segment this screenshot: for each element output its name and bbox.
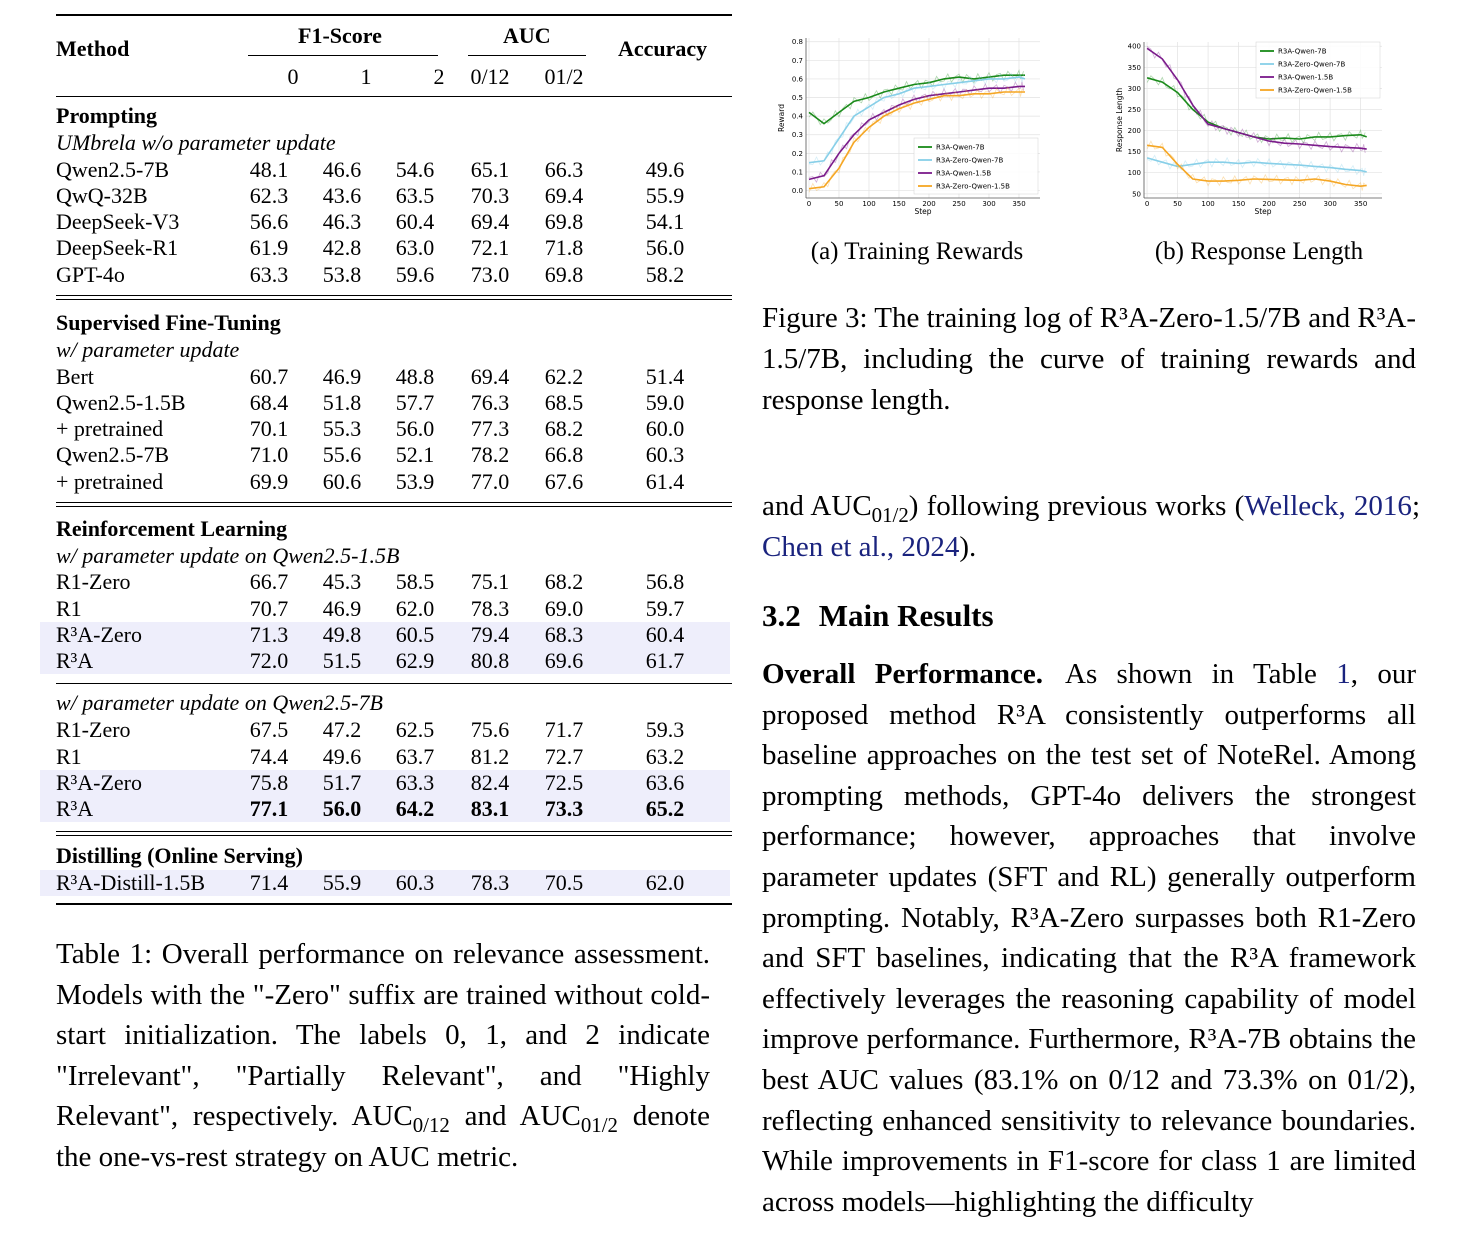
row-accuracy: 63.2 — [645, 744, 685, 769]
y-tick-label: 400 — [1127, 42, 1141, 51]
table-row-best — [40, 796, 730, 822]
text: ; — [1411, 490, 1420, 522]
row-f1-0: 70.1 — [249, 416, 289, 441]
row-auc-01-2: 71.8 — [544, 235, 584, 260]
table-row — [40, 157, 730, 183]
row-f1-0: 67.5 — [249, 717, 289, 742]
row-auc-0-12: 69.4 — [470, 209, 510, 234]
y-tick-label: 50 — [1132, 190, 1141, 199]
header-auc-group: AUC — [503, 23, 551, 48]
header-bottom-rule — [56, 96, 732, 97]
row-f1-2: 62.9 — [395, 648, 435, 673]
x-tick-label: 350 — [1353, 200, 1368, 208]
row-auc-01-2: 69.8 — [544, 209, 584, 234]
row-accuracy: 56.0 — [645, 235, 685, 260]
x-tick-label: 50 — [834, 200, 844, 208]
section-double-rule-bottom — [56, 299, 732, 300]
y-tick-label: 100 — [1127, 169, 1141, 178]
row-f1-1: 42.8 — [322, 235, 362, 260]
table-caption-sub: 0/12 — [412, 1113, 450, 1138]
legend-label: R3A-Zero-Qwen-7B — [936, 156, 1004, 165]
row-f1-1: 51.5 — [322, 648, 362, 673]
row-auc-01-2: 69.0 — [544, 596, 584, 621]
row-f1-0: 71.4 — [249, 870, 289, 895]
row-f1-0: 77.1 — [249, 796, 289, 821]
table-caption-text: and AUC — [449, 1100, 581, 1133]
x-tick-label: 300 — [982, 200, 996, 208]
y-tick-label: 350 — [1127, 63, 1141, 72]
row-f1-1: 49.6 — [322, 744, 362, 769]
x-tick-label: 200 — [922, 200, 936, 208]
x-axis-label: Step — [1254, 207, 1272, 216]
row-f1-0: 60.7 — [249, 364, 289, 389]
row-f1-1: 49.8 — [322, 622, 362, 647]
table-row — [40, 717, 730, 743]
row-auc-01-2: 70.5 — [544, 870, 584, 895]
table-top-rule — [56, 14, 732, 16]
y-tick-label: 0.5 — [791, 94, 803, 103]
text: ) following previous works ( — [908, 490, 1245, 522]
x-tick-label: 250 — [1292, 200, 1307, 208]
legend-label: R3A-Zero-Qwen-1.5B — [1278, 86, 1352, 95]
row-auc-0-12: 72.1 — [470, 235, 510, 260]
x-tick-label: 0 — [806, 200, 812, 208]
row-auc-01-2: 69.8 — [544, 262, 584, 287]
legend-label: R3A-Qwen-7B — [936, 143, 985, 152]
row-auc-0-12: 76.3 — [470, 390, 510, 415]
x-tick-label: 0 — [1144, 200, 1150, 208]
row-f1-1: 46.9 — [322, 364, 362, 389]
header-auc-01-2: 01/2 — [544, 64, 584, 89]
row-f1-1: 60.6 — [322, 469, 362, 494]
row-f1-2: 56.0 — [395, 416, 435, 441]
text: ). — [959, 531, 977, 563]
row-method: Bert — [56, 364, 94, 389]
row-f1-1: 55.9 — [322, 870, 362, 895]
row-auc-01-2: 69.4 — [544, 183, 584, 208]
row-f1-2: 48.8 — [395, 364, 435, 389]
row-auc-01-2: 68.3 — [544, 622, 584, 647]
row-auc-0-12: 80.8 — [470, 648, 510, 673]
header-method: Method — [56, 36, 130, 61]
row-method: + pretrained — [56, 416, 164, 441]
row-auc-0-12: 69.4 — [470, 364, 510, 389]
row-f1-0: 56.6 — [249, 209, 289, 234]
y-tick-label: 0.3 — [791, 131, 803, 140]
row-auc-0-12: 82.4 — [470, 770, 510, 795]
continued-paragraph — [762, 486, 1420, 568]
section-heading — [762, 598, 994, 634]
row-f1-1: 46.6 — [322, 157, 362, 182]
row-accuracy: 59.7 — [645, 596, 685, 621]
table-row — [40, 183, 730, 209]
row-method: QwQ-32B — [56, 183, 148, 208]
row-method: R1-Zero — [56, 569, 131, 594]
y-tick-label: 0.2 — [791, 149, 803, 158]
table-row — [40, 596, 730, 622]
legend-label: R3A-Qwen-1.5B — [1278, 73, 1334, 82]
row-auc-0-12: 70.3 — [470, 183, 510, 208]
section-title-prompting: Prompting — [56, 103, 158, 128]
row-method: R1-Zero — [56, 717, 131, 742]
table-caption-sub: 01/2 — [580, 1113, 618, 1138]
legend-label: R3A-Zero-Qwen-1.5B — [936, 182, 1010, 191]
row-accuracy: 56.8 — [645, 569, 685, 594]
section-number: 3.2 — [762, 598, 801, 633]
table-row — [40, 262, 730, 288]
header-f1-2: 2 — [433, 64, 445, 89]
row-accuracy: 60.4 — [645, 622, 685, 647]
y-tick-label: 0.4 — [791, 112, 803, 121]
row-method: Qwen2.5-1.5B — [56, 390, 186, 415]
x-tick-label: 150 — [892, 200, 906, 208]
table-bottom-rule — [56, 903, 732, 905]
row-accuracy: 59.0 — [645, 390, 685, 415]
row-f1-1: 47.2 — [322, 717, 362, 742]
row-f1-0: 66.7 — [249, 569, 289, 594]
row-accuracy: 60.0 — [645, 416, 685, 441]
row-f1-2: 63.7 — [395, 744, 435, 769]
table-row — [40, 209, 730, 235]
table-caption-text: denote the one-vs-rest strategy on AUC metric. — [56, 1100, 710, 1173]
row-accuracy: 62.0 — [645, 870, 685, 895]
row-auc-0-12: 75.1 — [470, 569, 510, 594]
row-method: R³A-Zero — [56, 622, 143, 647]
row-method: Qwen2.5-7B — [56, 442, 170, 467]
row-method: R³A — [56, 796, 94, 821]
row-accuracy: 63.6 — [645, 770, 685, 795]
table-row — [40, 469, 730, 495]
citation-link[interactable]: Chen et al., 2024 — [762, 531, 960, 563]
row-auc-0-12: 81.2 — [470, 744, 510, 769]
y-axis-label: Reward — [777, 104, 786, 132]
x-axis-label: Step — [914, 207, 932, 216]
y-tick-label: 250 — [1127, 105, 1141, 114]
subcaption-b: (b) Response Length — [1154, 238, 1364, 265]
row-auc-0-12: 77.3 — [470, 416, 510, 441]
row-auc-0-12: 78.3 — [470, 596, 510, 621]
section-subtitle-rl-7b: w/ parameter update on Qwen2.5-7B — [56, 690, 383, 715]
x-tick-label: 50 — [1173, 200, 1183, 208]
header-f1-group: F1-Score — [298, 23, 382, 48]
header-f1-0: 0 — [287, 64, 299, 89]
section-double-rule-top — [56, 831, 732, 832]
row-f1-0: 48.1 — [249, 157, 289, 182]
row-auc-0-12: 79.4 — [470, 622, 510, 647]
row-auc-0-12: 77.0 — [470, 469, 510, 494]
row-method: Qwen2.5-7B — [56, 157, 170, 182]
row-accuracy: 60.3 — [645, 442, 685, 467]
row-f1-1: 56.0 — [322, 796, 362, 821]
row-f1-2: 60.3 — [395, 870, 435, 895]
table-row-highlighted — [40, 870, 730, 896]
row-f1-1: 53.8 — [322, 262, 362, 287]
row-f1-1: 46.3 — [322, 209, 362, 234]
auc-group-underline — [468, 55, 586, 56]
row-f1-2: 63.3 — [395, 770, 435, 795]
x-tick-label: 100 — [1201, 200, 1215, 208]
row-auc-0-12: 78.2 — [470, 442, 510, 467]
row-f1-0: 61.9 — [249, 235, 289, 260]
row-method: R³A-Distill-1.5B — [56, 870, 205, 895]
x-tick-label: 150 — [1231, 200, 1246, 208]
section-subtitle-rl-1-5b: w/ parameter update on Qwen2.5-1.5B — [56, 543, 400, 568]
row-auc-0-12: 65.1 — [470, 157, 510, 182]
figure-caption: Figure 3: The training log of R³A-Zero-1.5/7B and R³A-1.5/7B, including the curve of training rewards and response length. — [762, 302, 1416, 416]
row-auc-0-12: 83.1 — [470, 796, 510, 821]
table-row — [40, 364, 730, 390]
row-f1-1: 51.8 — [322, 390, 362, 415]
table-row-highlighted — [40, 770, 730, 796]
row-method: R³A — [56, 648, 94, 673]
y-tick-label: 0.6 — [791, 75, 803, 84]
text: As shown in Table — [1065, 658, 1337, 690]
row-f1-2: 64.2 — [395, 796, 435, 821]
section-title-rl: Reinforcement Learning — [56, 516, 288, 541]
row-f1-0: 71.3 — [249, 622, 289, 647]
row-accuracy: 58.2 — [645, 262, 685, 287]
row-method: GPT-4o — [56, 262, 125, 287]
table-row — [40, 744, 730, 770]
row-f1-2: 58.5 — [395, 569, 435, 594]
citation-link[interactable]: Welleck, 2016 — [1244, 490, 1412, 522]
row-auc-01-2: 72.7 — [544, 744, 584, 769]
row-method: DeepSeek-R1 — [56, 235, 179, 260]
row-auc-01-2: 66.3 — [544, 157, 584, 182]
section-double-rule-bottom — [56, 835, 732, 836]
row-method: R1 — [56, 744, 82, 769]
x-tick-label: 100 — [862, 200, 876, 208]
table-row — [40, 235, 730, 261]
header-auc-0-12: 0/12 — [470, 64, 510, 89]
row-auc-01-2: 72.5 — [544, 770, 584, 795]
table-row — [40, 442, 730, 468]
header-f1-1: 1 — [360, 64, 372, 89]
y-tick-label: 0.8 — [791, 38, 803, 47]
row-method: R³A-Zero — [56, 770, 143, 795]
row-f1-2: 63.0 — [395, 235, 435, 260]
x-tick-label: 200 — [1262, 200, 1276, 208]
y-tick-label: 0.0 — [791, 187, 803, 196]
row-auc-01-2: 68.2 — [544, 569, 584, 594]
row-f1-1: 45.3 — [322, 569, 362, 594]
row-f1-0: 68.4 — [249, 390, 289, 415]
x-tick-label: 350 — [1012, 200, 1026, 208]
row-auc-01-2: 68.2 — [544, 416, 584, 441]
row-f1-2: 63.5 — [395, 183, 435, 208]
row-f1-0: 62.3 — [249, 183, 289, 208]
row-f1-2: 60.4 — [395, 209, 435, 234]
y-tick-label: 0.1 — [791, 168, 803, 177]
row-f1-2: 57.7 — [395, 390, 435, 415]
text: and AUC — [762, 490, 872, 522]
row-auc-0-12: 73.0 — [470, 262, 510, 287]
row-accuracy: 61.4 — [645, 469, 685, 494]
row-accuracy: 61.7 — [645, 648, 685, 673]
legend-label: R3A-Qwen-7B — [1278, 47, 1327, 56]
row-f1-0: 70.7 — [249, 596, 289, 621]
row-auc-01-2: 69.6 — [544, 648, 584, 673]
row-accuracy: 55.9 — [645, 183, 685, 208]
table-row-highlighted — [40, 622, 730, 648]
y-tick-label: 200 — [1127, 127, 1141, 136]
row-f1-0: 72.0 — [249, 648, 289, 673]
row-method: R1 — [56, 596, 82, 621]
row-auc-01-2: 73.3 — [544, 796, 584, 821]
row-f1-1: 43.6 — [322, 183, 362, 208]
row-auc-0-12: 78.3 — [470, 870, 510, 895]
response-length-chart — [1108, 36, 1390, 228]
table-row — [40, 390, 730, 416]
row-auc-01-2: 66.8 — [544, 442, 584, 467]
table-row-highlighted — [40, 648, 730, 674]
legend-label: R3A-Qwen-1.5B — [936, 169, 992, 178]
row-f1-0: 74.4 — [249, 744, 289, 769]
table-caption — [56, 934, 710, 1178]
row-f1-1: 55.6 — [322, 442, 362, 467]
row-method: DeepSeek-V3 — [56, 209, 180, 234]
row-f1-2: 59.6 — [395, 262, 435, 287]
text: , our proposed method R³A consistently outperforms all baseline approaches on the test set of NoteRel. Among prompting methods, GPT-4o delivers the strongest performance; however, approaches that involve parameter updates (SFT and RL) generally outperform prompting. Notably, R³A-Zero surpasses both R1-Zero and SFT baselines, indicating that the R³A framework effectively leverages the reasoning capability of model improve performance. Furthermore, R³A-7B obtains the best AUC values (83.1% on 0/12 and 73.3% on 01/2), reflecting enhanced sensitivity to relevance boundaries. While improvements in F1-score for class 1 are limited across models—highlighting the difficulty — [762, 658, 1416, 1218]
x-tick-label: 250 — [952, 200, 966, 208]
section-title-distilling: Distilling (Online Serving) — [56, 843, 303, 868]
section-double-rule-top — [56, 502, 732, 503]
row-f1-0: 69.9 — [249, 469, 289, 494]
row-auc-01-2: 62.2 — [544, 364, 584, 389]
row-f1-1: 51.7 — [322, 770, 362, 795]
row-f1-1: 46.9 — [322, 596, 362, 621]
row-f1-2: 62.5 — [395, 717, 435, 742]
section-title-sft: Supervised Fine-Tuning — [56, 310, 281, 335]
paragraph-lead: Overall Performance. — [762, 658, 1043, 690]
row-f1-2: 60.5 — [395, 622, 435, 647]
f1-group-underline — [248, 55, 438, 56]
row-accuracy: 49.6 — [645, 157, 685, 182]
y-axis-label: Response Length — [1115, 87, 1124, 153]
y-tick-label: 300 — [1127, 84, 1141, 93]
table-row — [40, 416, 730, 442]
row-auc-01-2: 71.7 — [544, 717, 584, 742]
header-accuracy: Accuracy — [618, 36, 708, 61]
row-f1-1: 55.3 — [322, 416, 362, 441]
x-tick-label: 300 — [1323, 200, 1337, 208]
section-double-rule-top — [56, 295, 732, 296]
y-tick-label: 0.7 — [791, 56, 803, 65]
table-caption-text: Table 1: Overall performance on relevance assessment. Models with the "-Zero" suffix are trained without cold-start initialization. The labels 0, 1, and 2 indicate "Irrelevant", "Partially Relevant", and "Highly Relevant", respectively. AUC — [56, 938, 710, 1133]
section-subtitle-prompting: UMbrela w/o parameter update — [56, 130, 336, 155]
body-paragraph — [762, 654, 1416, 1222]
row-accuracy: 54.1 — [645, 209, 685, 234]
row-accuracy: 51.4 — [645, 364, 685, 389]
subsection-rule — [56, 683, 732, 684]
row-accuracy: 65.2 — [645, 796, 685, 821]
row-method: + pretrained — [56, 469, 164, 494]
row-auc-01-2: 68.5 — [544, 390, 584, 415]
section-subtitle-sft: w/ parameter update — [56, 337, 240, 362]
legend-label: R3A-Zero-Qwen-7B — [1278, 60, 1346, 69]
row-f1-0: 75.8 — [249, 770, 289, 795]
section-double-rule-bottom — [56, 506, 732, 507]
row-f1-2: 62.0 — [395, 596, 435, 621]
table-reference-link[interactable]: 1 — [1336, 658, 1351, 690]
row-auc-0-12: 75.6 — [470, 717, 510, 742]
row-f1-0: 63.3 — [249, 262, 289, 287]
text-sub: 01/2 — [871, 502, 909, 527]
section-title: Main Results — [818, 598, 994, 633]
training-rewards-chart — [768, 30, 1048, 230]
row-f1-2: 52.1 — [395, 442, 435, 467]
row-accuracy: 59.3 — [645, 717, 685, 742]
table-row — [40, 569, 730, 595]
y-tick-label: 150 — [1127, 148, 1141, 157]
row-f1-2: 53.9 — [395, 469, 435, 494]
row-f1-2: 54.6 — [395, 157, 435, 182]
row-f1-0: 71.0 — [249, 442, 289, 467]
subcaption-a: (a) Training Rewards — [810, 238, 1024, 265]
row-auc-01-2: 67.6 — [544, 469, 584, 494]
